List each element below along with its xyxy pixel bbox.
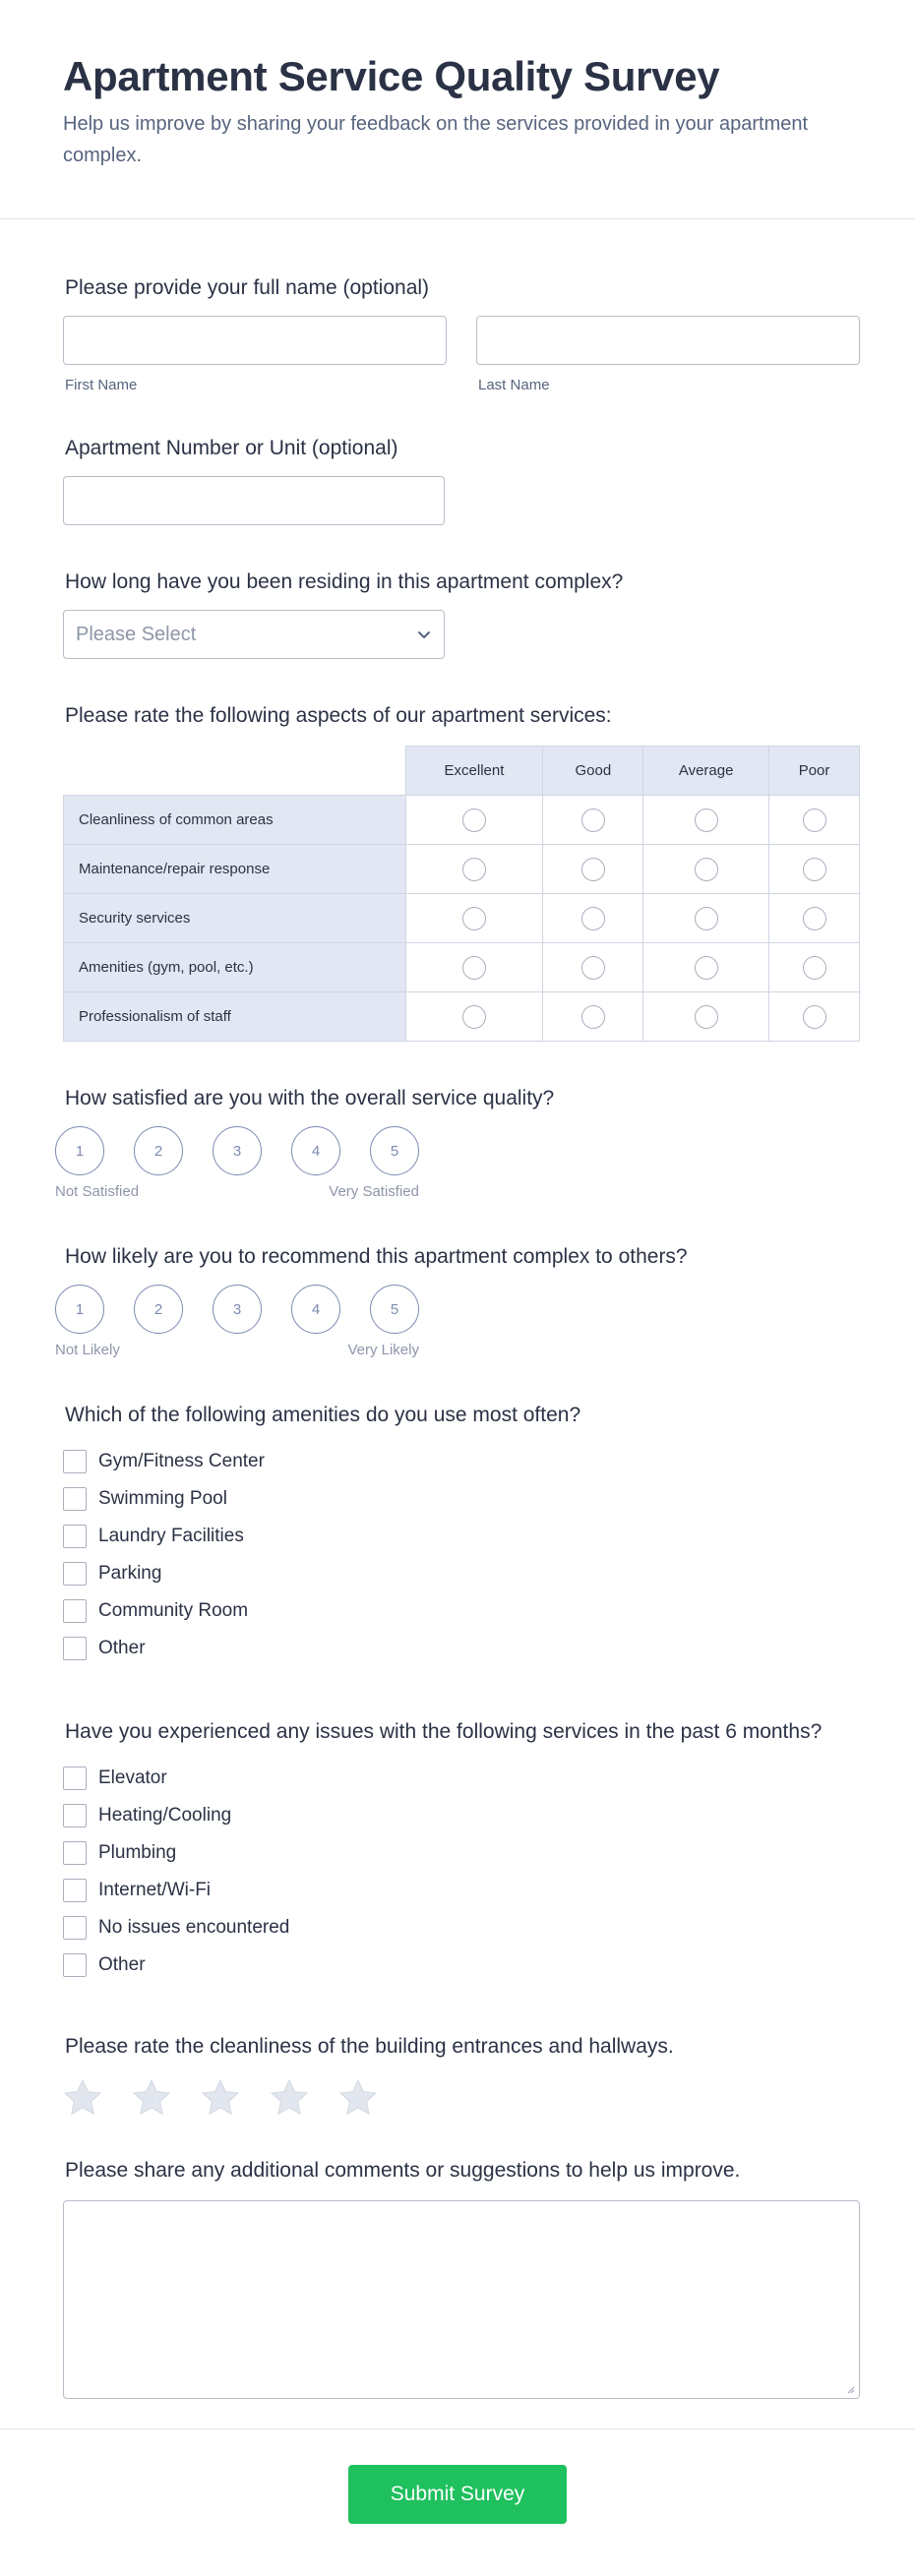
star-icon[interactable]: [201, 2078, 240, 2118]
rating-radio[interactable]: [803, 956, 826, 980]
checkbox-option[interactable]: [63, 1480, 860, 1518]
checkbox[interactable]: [63, 1525, 87, 1548]
matrix-row: [64, 943, 860, 992]
checkbox-label: Gym/Fitness Center: [98, 1451, 265, 1471]
residence-question: [63, 569, 860, 659]
satisfaction-question: [55, 1085, 860, 1200]
scale-option-4[interactable]: 4: [291, 1126, 340, 1175]
checkbox[interactable]: [63, 1804, 87, 1827]
form-footer: [0, 2428, 915, 2576]
checkbox-label: Other: [98, 1638, 146, 1658]
scale-high-label: Very Satisfied: [329, 1183, 419, 1200]
rating-radio[interactable]: [695, 858, 718, 881]
scale-option-5[interactable]: 5: [370, 1126, 419, 1175]
last-name-input[interactable]: [476, 316, 860, 365]
page-subtitle: Help us improve by sharing your feedback on the services provided in your apartment complex.: [63, 113, 809, 166]
issues-checklist: [63, 1760, 860, 1984]
recommend-scale: [55, 1285, 419, 1358]
matrix-row-label: Maintenance/repair response: [64, 845, 406, 894]
rating-matrix: [63, 746, 860, 1042]
checkbox-option[interactable]: [63, 1555, 860, 1592]
star-icon[interactable]: [270, 2078, 309, 2118]
scale-option-5[interactable]: 5: [370, 1285, 419, 1334]
star-rating: [63, 2078, 860, 2118]
scale-option-3[interactable]: 3: [213, 1285, 262, 1334]
checkbox-label: Plumbing: [98, 1842, 177, 1863]
first-name-input[interactable]: [63, 316, 447, 365]
checkbox-option[interactable]: [63, 1443, 860, 1480]
chevron-down-icon: [416, 627, 432, 642]
checkbox-label: No issues encountered: [98, 1917, 290, 1938]
matrix-row-label: Professionalism of staff: [64, 992, 406, 1042]
select-value: Please Select: [76, 623, 197, 645]
recommend-question: [55, 1243, 860, 1358]
question-label: Please share any additional comments or suggestions to help us improve.: [65, 2159, 741, 2182]
page-title: Apartment Service Quality Survey: [63, 53, 720, 99]
cleanliness-question: [63, 2033, 860, 2118]
satisfaction-scale: [55, 1126, 419, 1200]
rating-radio[interactable]: [462, 907, 486, 930]
question-label: How long have you been residing in this apartment complex?: [65, 570, 624, 593]
question-label: How satisfied are you with the overall service quality?: [65, 1087, 555, 1109]
matrix-column-header: Poor: [769, 747, 860, 796]
rating-radio[interactable]: [581, 907, 605, 930]
checkbox-option[interactable]: [63, 1947, 860, 1984]
star-icon[interactable]: [338, 2078, 378, 2118]
checkbox-option[interactable]: [63, 1834, 860, 1872]
rating-radio[interactable]: [462, 809, 486, 832]
scale-option-4[interactable]: 4: [291, 1285, 340, 1334]
rating-radio[interactable]: [462, 1005, 486, 1029]
checkbox-option[interactable]: [63, 1797, 860, 1834]
unit-input[interactable]: [63, 476, 445, 525]
checkbox-label: Parking: [98, 1563, 162, 1584]
matrix-row: [64, 845, 860, 894]
first-name-sublabel: First Name: [65, 377, 138, 393]
matrix-column-header: Average: [643, 747, 769, 796]
question-label: Please rate the following aspects of our apartment services:: [65, 704, 612, 727]
checkbox[interactable]: [63, 1487, 87, 1511]
scale-option-1[interactable]: 1: [55, 1285, 104, 1334]
checkbox-label: Laundry Facilities: [98, 1526, 244, 1546]
rating-radio[interactable]: [581, 956, 605, 980]
matrix-row: [64, 992, 860, 1042]
rating-radio[interactable]: [803, 1005, 826, 1029]
rating-radio[interactable]: [581, 858, 605, 881]
rating-radio[interactable]: [462, 956, 486, 980]
resize-grip-icon[interactable]: [845, 2384, 855, 2394]
star-icon[interactable]: [132, 2078, 171, 2118]
rating-radio[interactable]: [695, 809, 718, 832]
rating-radio[interactable]: [803, 858, 826, 881]
checkbox[interactable]: [63, 1879, 87, 1902]
question-label: Have you experienced any issues with the following services in the past 6 months?: [65, 1720, 823, 1743]
question-label: Please rate the cleanliness of the building entrances and hallways.: [65, 2035, 674, 2058]
checkbox-label: Heating/Cooling: [98, 1805, 232, 1826]
matrix-column-header: Good: [543, 747, 643, 796]
survey-header: [0, 0, 915, 219]
matrix-row: [64, 796, 860, 845]
checkbox[interactable]: [63, 1953, 87, 1977]
matrix-row-label: Security services: [64, 894, 406, 943]
scale-option-2[interactable]: 2: [134, 1285, 183, 1334]
survey-form: [0, 274, 915, 2399]
scale-option-3[interactable]: 3: [213, 1126, 262, 1175]
checkbox-option[interactable]: [63, 1872, 860, 1909]
amenities-question: [63, 1402, 860, 1667]
matrix-row: [64, 894, 860, 943]
checkbox[interactable]: [63, 1599, 87, 1623]
checkbox-label: Swimming Pool: [98, 1488, 227, 1509]
scale-low-label: Not Satisfied: [55, 1183, 140, 1200]
checkbox[interactable]: [63, 1767, 87, 1790]
issues-question: [63, 1718, 860, 1984]
checkbox-label: Other: [98, 1954, 146, 1975]
ratings-question: [63, 702, 860, 1042]
rating-radio[interactable]: [803, 907, 826, 930]
scale-option-1[interactable]: 1: [55, 1126, 104, 1175]
matrix-corner: [64, 747, 406, 796]
checkbox-option[interactable]: [63, 1760, 860, 1797]
checkbox[interactable]: [63, 1916, 87, 1940]
matrix-column-header: Excellent: [405, 747, 543, 796]
checkbox-label: Elevator: [98, 1767, 167, 1788]
question-label: Please provide your full name (optional): [65, 276, 430, 299]
checkbox-option[interactable]: [63, 1630, 860, 1667]
checkbox-label: Community Room: [98, 1600, 249, 1621]
amenities-checklist: [63, 1443, 860, 1667]
comments-question: [63, 2157, 860, 2399]
star-icon[interactable]: [63, 2078, 102, 2118]
checkbox-label: Internet/Wi-Fi: [98, 1880, 212, 1900]
question-label: How likely are you to recommend this apartment complex to others?: [65, 1245, 688, 1268]
checkbox-option[interactable]: [63, 1592, 860, 1630]
rating-radio[interactable]: [581, 1005, 605, 1029]
checkbox[interactable]: [63, 1637, 87, 1660]
checkbox[interactable]: [63, 1450, 87, 1473]
checkbox[interactable]: [63, 1562, 87, 1586]
scale-high-label: Very Likely: [347, 1342, 419, 1358]
question-label: Apartment Number or Unit (optional): [65, 437, 398, 459]
matrix-row-label: Amenities (gym, pool, etc.): [64, 943, 406, 992]
rating-radio[interactable]: [581, 809, 605, 832]
unit-question: [63, 435, 860, 525]
checkbox-option[interactable]: [63, 1909, 860, 1947]
checkbox[interactable]: [63, 1841, 87, 1865]
residence-select[interactable]: [63, 610, 445, 659]
rating-radio[interactable]: [695, 907, 718, 930]
submit-button[interactable]: Submit Survey: [348, 2465, 567, 2524]
rating-radio[interactable]: [803, 809, 826, 832]
checkbox-option[interactable]: [63, 1518, 860, 1555]
rating-radio[interactable]: [695, 956, 718, 980]
question-label: Which of the following amenities do you use most often?: [65, 1404, 581, 1426]
name-question: [63, 274, 860, 393]
scale-low-label: Not Likely: [55, 1342, 120, 1358]
rating-radio[interactable]: [695, 1005, 718, 1029]
last-name-sublabel: Last Name: [478, 377, 550, 393]
matrix-row-label: Cleanliness of common areas: [64, 796, 406, 845]
scale-option-2[interactable]: 2: [134, 1126, 183, 1175]
comments-textarea[interactable]: [63, 2200, 860, 2399]
rating-radio[interactable]: [462, 858, 486, 881]
